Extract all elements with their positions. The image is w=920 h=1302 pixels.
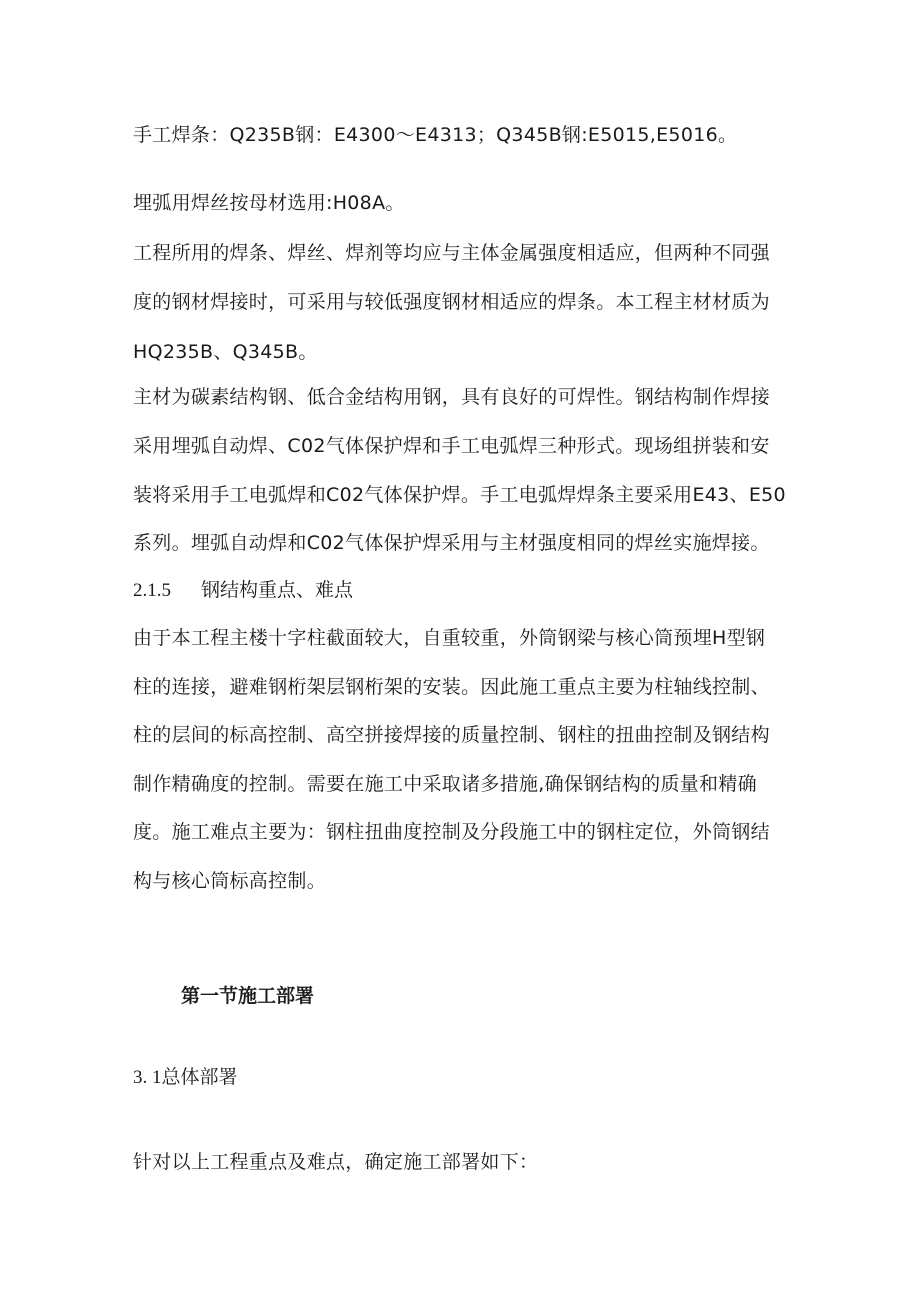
chapter-heading: 第一节施工部署 [181,985,315,1007]
paragraph-line: 装将采用手工电弧焊和C02气体保护焊。手工电弧焊焊条主要采用E43、E50 [133,484,786,506]
paragraph-line: 采用埋弧自动焊、C02气体保护焊和手工电弧焊三种形式。现场组拼装和安 [133,435,770,457]
paragraph-line: 系列。埋弧自动焊和C02气体保护焊采用与主材强度相同的焊丝实施焊接。 [133,532,770,554]
paragraph-line: 度的钢材焊接时，可采用与较低强度钢材相适应的焊条。本工程主材材质为 [133,291,770,313]
paragraph-line: HQ235B、Q345B。 [133,341,318,363]
paragraph-line: 主材为碳素结构钢、低合金结构用钢，具有良好的可焊性。钢结构制作焊接 [133,386,770,408]
wire-spec-line: 埋弧用焊丝按母材选用:H08A。 [133,192,405,214]
paragraph-line: 构与核心筒标高控制。 [133,870,327,892]
section-title: 钢结构重点、难点 [201,579,354,601]
section-heading-2-1-5 [133,578,353,603]
paragraph-line: 柱的层间的标高控制、高空拼接焊接的质量控制、钢柱的扭曲控制及钢结构 [133,724,770,746]
paragraph-line: 度。施工难点主要为：钢柱扭曲度控制及分段施工中的钢柱定位，外筒钢结 [133,821,770,843]
welding-rod-spec-line: 手工焊条：Q235B钢：E4300～E4313；Q345B钢:E5015,E5016。 [133,124,738,146]
subsection-heading-3-1 [133,1065,238,1090]
paragraph-line: 制作精确度的控制。需要在施工中采取诸多措施,确保钢结构的质量和精确 [133,773,757,795]
subsection-title: 总体部署 [161,1066,238,1088]
subsection-number: 3. 1 [133,1067,162,1088]
section-number: 2.1.5 [133,580,171,601]
paragraph-line: 工程所用的焊条、焊丝、焊剂等均应与主体金属强度相适应，但两种不同强 [133,242,770,264]
paragraph-line: 由于本工程主楼十字柱截面较大，自重较重，外筒钢梁与核心筒预埋H型钢 [133,627,766,649]
closing-line: 针对以上工程重点及难点，确定施工部署如下： [133,1151,539,1173]
paragraph-line: 柱的连接，避难钢桁架层钢桁架的安装。因此施工重点主要为柱轴线控制、 [133,676,770,698]
